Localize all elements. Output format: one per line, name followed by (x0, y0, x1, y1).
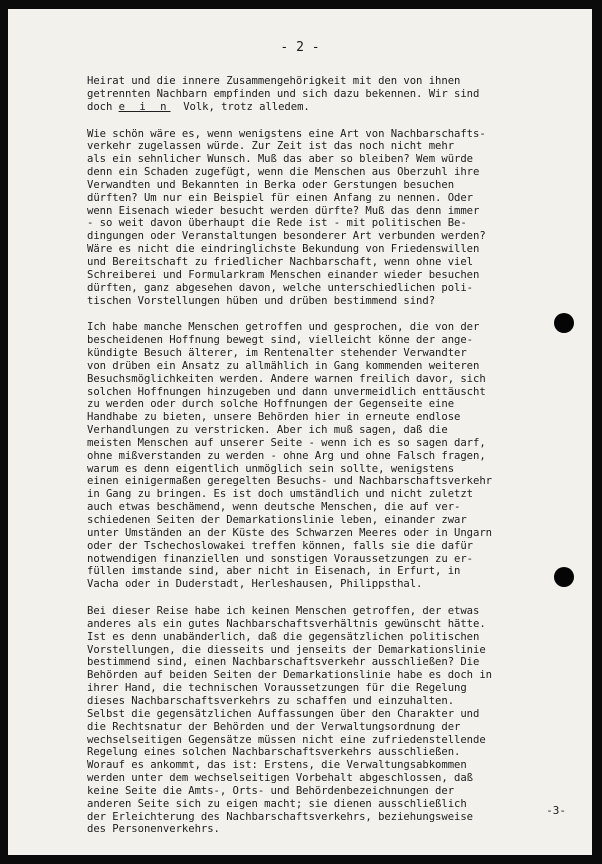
text-line: bescheidenen Hoffnung bewegt sind, vielleicht könne der ange- (87, 334, 474, 347)
text-line: anderes als ein gutes Nachbarschaftsverhältnis gewünscht hätte. (87, 617, 486, 630)
text-line: Vacha oder in Duderstadt, Herleshausen, Philippsthal. (87, 578, 423, 591)
text-line: tischen Vorstellungen hüben und drüben bestimmend sind? (87, 294, 436, 307)
text-line: dingungen oder Veranstaltungen besonderer Art verbunden werden? (87, 230, 486, 243)
page-number: - 2 - (280, 40, 320, 55)
text-line: ihrer Hand, die technischen Voraussetzungen für die Regelung (87, 682, 467, 695)
text-line: Schreiberei und Formularkram Menschen einander wieder besuchen (87, 268, 480, 281)
text-line: ohne mißverstanden zu werden - ohne Arg und ohne Falsch fragen, (87, 449, 486, 462)
text-line: dürften? Um nur ein Beispiel für einen Anfang zu nennen. Oder (87, 191, 474, 204)
text-line: bestimmend sind, einen Nachbarschaftsverkehr ausschließen? Die (87, 656, 480, 669)
punch-hole-lower (554, 567, 574, 587)
text-fragment: Volk, trotz alledem. (183, 100, 310, 113)
text-line: der Erleichterung des Nachbarschaftsverkehrs, beziehungsweise (87, 810, 474, 823)
text-fragment: doch (87, 100, 119, 113)
text-line: Verhandlungen zu verstricken. Aber ich muß sagen, daß die (87, 424, 448, 437)
text-line: zu werden oder durch solche Hoffnungen der Gegenseite eine (87, 398, 455, 411)
text-line: warum es denn eigentlich unmöglich sein sollte, wenigstens (87, 462, 455, 475)
text-line: wenn Eisenach wieder besucht werden dürfte? Muß das denn immer (87, 204, 480, 217)
text-line: schiedenen Seiten der Demarkationslinie leben, einander zwar (87, 514, 467, 526)
text-line: Vorstellungen, die diesseits und jenseits der Demarkationslinie (87, 643, 486, 656)
text-line: Ist es denn unabänderlich, daß die gegensätzlichen politischen (87, 630, 480, 643)
text-line: dürften, ganz abgesehen davon, welche unterschiedlichen poli- (87, 281, 474, 294)
text-line: Regelung eines solchen Nachbarschaftsverkehrs ausschließen. (87, 746, 461, 759)
body-text (87, 75, 573, 850)
document-page (8, 9, 592, 855)
text-line: Handhabe zu bieten, unsere Behörden hier in erneute endlose (87, 411, 461, 424)
text-line: werden unter dem wechselseitigen Vorbehalt abgeschlossen, daß (87, 772, 474, 785)
text-line: dieses Nachbarschaftsverkehrs zu schaffen und einzuhalten. (87, 694, 455, 707)
text-line: unter Umständen an der Küste des Schwarzen Meeres oder in Ungarn (87, 526, 492, 539)
paragraph-4 (87, 605, 573, 836)
text-line: die Rechtsnatur der Behörden und der Verwaltungsordnung der (87, 720, 461, 733)
text-line: wechselseitigen Gegensätze müssen nicht eine zufriedenstellende (87, 733, 486, 746)
text-line: Behörden auf beiden Seiten der Demarkationslinie habe es doch in (87, 669, 492, 682)
text-line: füllen imstande sind, aber nicht in Eisenach, in Erfurt, in (87, 565, 461, 578)
text-line: Ich habe manche Menschen getroffen und gesprochen, die von der (87, 321, 480, 334)
text-line: Heirat und die innere Zusammengehörigkeit mit den von ihnen (87, 75, 461, 87)
text-line: als ein sehnlicher Wunsch. Muß das aber so bleiben? Wem würde (87, 153, 474, 166)
text-line: des Personenverkehrs. (87, 823, 220, 836)
text-line: anderen Seite sich zu eigen macht; sie dienen ausschließlich (87, 797, 467, 810)
text-line: von drüben ein Ansatz zu allmählich in Gang kommenden weiteren (87, 359, 480, 372)
paragraph-2 (87, 128, 573, 308)
paragraph-1 (87, 75, 573, 114)
text-line: solchen Hoffnungen hinzugeben und dann unvermeidlich enttäuscht (87, 385, 486, 398)
punch-hole-upper (554, 313, 574, 333)
paragraph-3 (87, 321, 573, 591)
text-line: kündigte Besuch älterer, im Rentenalter stehender Verwandter (87, 347, 467, 360)
text-line: denn ein Schaden zugefügt, wenn die Menschen aus Oberzuhl ihre (87, 166, 480, 179)
text-line: oder der Tschechoslowakei treffen können, falls sie die dafür (87, 539, 474, 552)
text-line: Selbst die gegensätzlichen Auffassungen über den Charakter und (87, 707, 480, 720)
text-line: einen einigermaßen geregelten Besuchs- und Nachbarschaftsverkehr (87, 475, 492, 488)
text-line: und Bereitschaft zu friedlicher Nachbarschaft, wenn ohne viel (87, 255, 474, 268)
text-line: Wäre es nicht die eindringlichste Bekundung von Friedenswillen (87, 243, 480, 256)
emphasized-word: e i n (118, 100, 171, 113)
text-line: auch etwas beschämend, wenn deutsche Menschen, die auf ver- (87, 501, 461, 514)
text-line (87, 101, 573, 114)
text-line: verkehr zugelassen würde. Zur Zeit ist das noch nicht mehr (87, 140, 455, 153)
text-line: Bei dieser Reise habe ich keinen Menschen getroffen, der etwas (87, 605, 480, 618)
next-page-marker: -3- (546, 804, 566, 817)
text-line: Wie schön wäre es, wenn wenigstens eine Art von Nachbarschafts- (87, 127, 486, 140)
text-line: keine Seite die Amts-, Orts- und Behördenbezeichnungen der (87, 784, 455, 797)
text-line: meisten Menschen auf unserer Seite - wenn ich es so sagen darf, (87, 436, 486, 449)
text-line: Worauf es ankommt, das ist: Erstens, die Verwaltungsabkommen (87, 759, 467, 772)
text-line: - so weit davon überhaupt die Rede ist - mit politischen Be- (87, 217, 467, 230)
text-line: Besuchsmöglichkeiten werden. Andere warnen freilich davor, sich (87, 372, 486, 385)
text-line: in Gang zu bringen. Es ist doch umständlich und nicht zuletzt (87, 488, 474, 501)
text-line: getrennten Nachbarn empfinden und sich dazu bekennen. Wir sind (87, 87, 480, 100)
text-line: notwendigen finanziellen und sonstigen Voraussetzungen zu er- (87, 552, 474, 565)
text-line: Verwandten und Bekannten in Berka oder Gerstungen besuchen (87, 178, 455, 191)
